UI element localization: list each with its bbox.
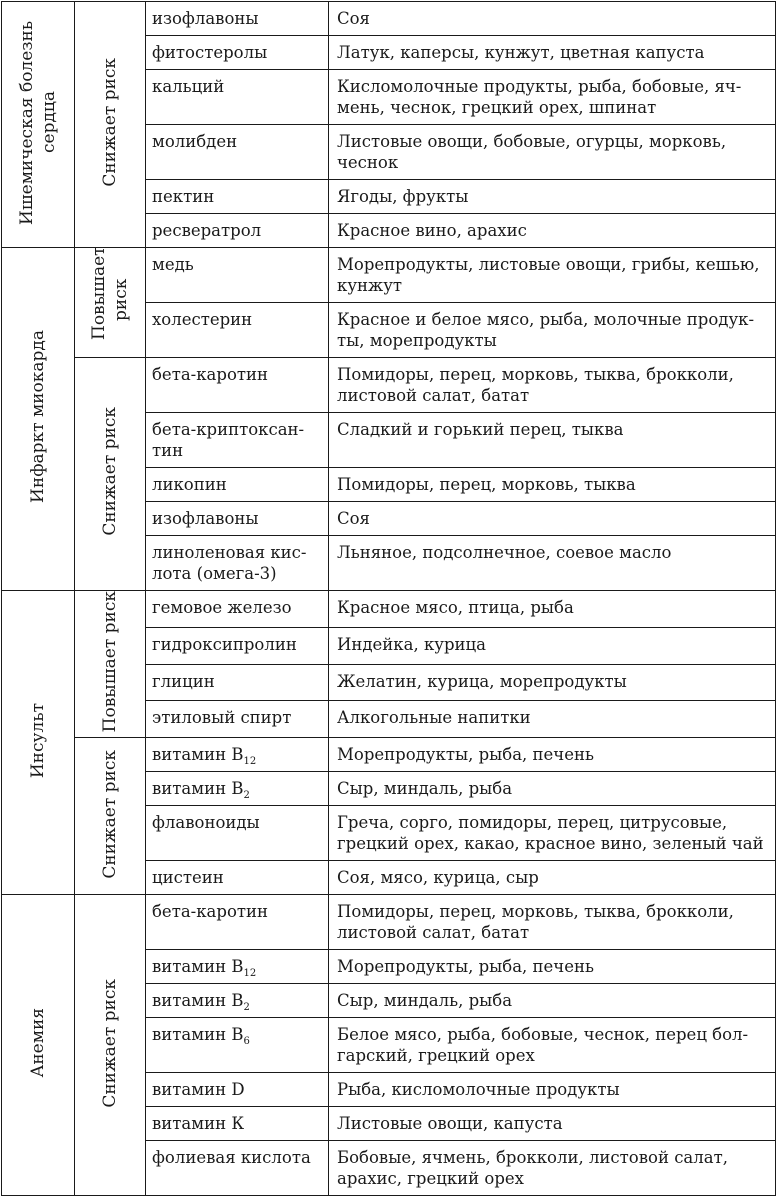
table-row bbox=[2, 738, 776, 772]
food-sources-text: Листовые овощи, бобовые, огурцы, морковь, чеснок bbox=[337, 132, 727, 172]
food-sources-cell bbox=[329, 984, 776, 1018]
substance-cell bbox=[146, 1141, 329, 1196]
food-sources-cell bbox=[329, 950, 776, 984]
food-sources-cell bbox=[329, 502, 776, 536]
effect-label: Повышает риск bbox=[89, 246, 131, 340]
substance-name: изофлавоны bbox=[152, 9, 259, 28]
food-sources-text: Сыр, миндаль, рыба bbox=[337, 779, 513, 799]
substance-cell bbox=[146, 591, 329, 628]
substance-cell bbox=[146, 502, 329, 536]
substance-cell bbox=[146, 701, 329, 738]
food-sources-cell bbox=[329, 180, 776, 214]
table-row bbox=[2, 358, 776, 413]
disease-label: Анемия bbox=[28, 1008, 48, 1078]
table-row bbox=[2, 895, 776, 950]
effect-cell bbox=[75, 248, 146, 358]
food-sources-text: Ягоды, фрукты bbox=[337, 187, 469, 206]
substance-name: витамин B bbox=[152, 1025, 244, 1045]
food-sources-text: Льняное, подсолнечное, соевое масло bbox=[337, 543, 672, 562]
food-sources-text: Сыр, миндаль, рыба bbox=[337, 991, 513, 1011]
food-sources-cell bbox=[329, 125, 776, 180]
substance-cell bbox=[146, 738, 329, 772]
food-sources-text: Рыба, кисломолочные продукты bbox=[337, 1080, 620, 1100]
disease-cell bbox=[2, 591, 75, 895]
substance-name: пектин bbox=[152, 187, 215, 206]
substance-name: витамин B bbox=[152, 991, 244, 1011]
substance-name: витамин B bbox=[152, 957, 244, 977]
food-sources-text: Белое мясо, рыба, бобовые, чеснок, перец бол-гарский, грецкий орех bbox=[337, 1025, 749, 1066]
substance-name: гидроксипролин bbox=[152, 634, 297, 654]
food-sources-text: Листовые овощи, капуста bbox=[337, 1114, 563, 1134]
food-sources-cell bbox=[329, 303, 776, 358]
substance-cell bbox=[146, 536, 329, 591]
substance-name: бета-каротин bbox=[152, 365, 269, 384]
substance-name: кальций bbox=[152, 77, 225, 96]
vitamin-subscript: 2 bbox=[243, 790, 250, 802]
food-sources-text: Помидоры, перец, морковь, тыква, брокколи, листовой салат, батат bbox=[337, 365, 734, 405]
food-sources-cell bbox=[329, 468, 776, 502]
disease-cell bbox=[2, 248, 75, 591]
substance-cell bbox=[146, 468, 329, 502]
table-row bbox=[2, 248, 776, 303]
food-sources-cell bbox=[329, 861, 776, 895]
substance-cell bbox=[146, 772, 329, 806]
food-sources-cell bbox=[329, 1073, 776, 1107]
substance-cell bbox=[146, 895, 329, 950]
substance-cell bbox=[146, 664, 329, 701]
substance-cell bbox=[146, 70, 329, 125]
effect-cell bbox=[75, 738, 146, 895]
food-sources-cell bbox=[329, 806, 776, 861]
substance-name: витамин D bbox=[152, 1080, 245, 1100]
food-sources-text: Соя bbox=[337, 509, 370, 528]
disease-cell bbox=[2, 2, 75, 248]
food-sources-text: Морепродукты, листовые овощи, грибы, кешью, кунжут bbox=[337, 255, 760, 295]
food-sources-cell bbox=[329, 413, 776, 468]
substance-cell bbox=[146, 2, 329, 36]
food-sources-text: Соя bbox=[337, 9, 370, 28]
substance-name: фолиевая кислота bbox=[152, 1148, 311, 1168]
substance-cell bbox=[146, 861, 329, 895]
substance-cell bbox=[146, 1073, 329, 1107]
nutrient-disease-table bbox=[1, 1, 776, 1196]
substance-name: линоленовая кис-лота (омега-3) bbox=[152, 543, 307, 583]
food-sources-text: Бобовые, ячмень, брокколи, листовой салат, арахис, грецкий орех bbox=[337, 1148, 728, 1189]
substance-cell bbox=[146, 125, 329, 180]
food-sources-cell bbox=[329, 2, 776, 36]
effect-cell bbox=[75, 895, 146, 1196]
food-sources-text: Морепродукты, рыба, печень bbox=[337, 745, 594, 765]
food-sources-text: Красное вино, арахис bbox=[337, 221, 527, 240]
effect-cell bbox=[75, 591, 146, 738]
food-sources-text: Сладкий и горький перец, тыква bbox=[337, 420, 624, 439]
food-sources-cell bbox=[329, 536, 776, 591]
food-sources-text: Соя, мясо, курица, сыр bbox=[337, 868, 539, 888]
substance-name: этиловый спирт bbox=[152, 708, 292, 728]
food-sources-cell bbox=[329, 895, 776, 950]
effect-label: Снижает риск bbox=[100, 407, 120, 536]
substance-cell bbox=[146, 1018, 329, 1073]
substance-name: цистеин bbox=[152, 868, 224, 888]
food-sources-text: Помидоры, перец, морковь, тыква, брокколи, листовой салат, батат bbox=[337, 902, 734, 943]
food-sources-cell bbox=[329, 591, 776, 628]
effect-label: Снижает риск bbox=[100, 57, 120, 187]
disease-label: Инсульт bbox=[28, 702, 48, 778]
substance-name: бета-криптоксан-тин bbox=[152, 420, 305, 460]
food-sources-cell bbox=[329, 214, 776, 248]
disease-label: Инфаркт миокарда bbox=[28, 330, 48, 503]
vitamin-subscript: 12 bbox=[243, 968, 257, 980]
effect-label: Снижает риск bbox=[100, 749, 120, 879]
substance-cell bbox=[146, 303, 329, 358]
substance-name: глицин bbox=[152, 671, 215, 691]
substance-cell bbox=[146, 36, 329, 70]
food-sources-cell bbox=[329, 1141, 776, 1196]
food-sources-text: Помидоры, перец, морковь, тыква bbox=[337, 475, 636, 494]
vitamin-subscript: 6 bbox=[243, 1036, 250, 1048]
substance-cell bbox=[146, 214, 329, 248]
table-row bbox=[2, 591, 776, 628]
food-sources-cell bbox=[329, 701, 776, 738]
substance-name: ресвератрол bbox=[152, 221, 262, 240]
substance-cell bbox=[146, 1107, 329, 1141]
vitamin-subscript: 2 bbox=[243, 1002, 250, 1014]
substance-name: холестерин bbox=[152, 310, 253, 329]
food-sources-text: Латук, каперсы, кунжут, цветная капуста bbox=[337, 43, 705, 62]
food-sources-text: Греча, сорго, помидоры, перец, цитрусовые, грецкий орех, какао, красное вино, зеленый чай bbox=[337, 813, 764, 854]
food-sources-cell bbox=[329, 248, 776, 303]
effect-cell bbox=[75, 358, 146, 591]
substance-name: витамин К bbox=[152, 1114, 245, 1134]
table-row bbox=[2, 2, 776, 36]
food-sources-cell bbox=[329, 738, 776, 772]
food-sources-text: Алкогольные напитки bbox=[337, 708, 531, 728]
substance-cell bbox=[146, 984, 329, 1018]
food-sources-cell bbox=[329, 627, 776, 664]
substance-name: витамин B bbox=[152, 745, 244, 765]
food-sources-cell bbox=[329, 1018, 776, 1073]
substance-cell bbox=[146, 627, 329, 664]
food-sources-cell bbox=[329, 1107, 776, 1141]
substance-name: молибден bbox=[152, 132, 238, 151]
substance-name: фитостеролы bbox=[152, 43, 268, 62]
food-sources-text: Желатин, курица, морепродукты bbox=[337, 671, 627, 691]
food-sources-text: Кисломолочные продукты, рыба, бобовые, яч-мень, чеснок, грецкий орех, шпинат bbox=[337, 77, 742, 117]
food-sources-cell bbox=[329, 70, 776, 125]
disease-label: Ишемическая болезнь сердца bbox=[17, 19, 59, 225]
food-sources-text: Морепродукты, рыба, печень bbox=[337, 957, 594, 977]
substance-name: бета-каротин bbox=[152, 902, 269, 922]
substance-name: флавоноиды bbox=[152, 813, 260, 833]
vitamin-subscript: 12 bbox=[243, 756, 257, 768]
effect-label: Снижает риск bbox=[100, 978, 120, 1108]
disease-cell bbox=[2, 895, 75, 1196]
food-sources-cell bbox=[329, 772, 776, 806]
food-sources-cell bbox=[329, 358, 776, 413]
substance-cell bbox=[146, 806, 329, 861]
substance-cell bbox=[146, 413, 329, 468]
substance-cell bbox=[146, 950, 329, 984]
substance-name: гемовое железо bbox=[152, 598, 292, 617]
substance-name: ликопин bbox=[152, 475, 227, 494]
food-sources-cell bbox=[329, 36, 776, 70]
food-sources-text: Красное и белое мясо, рыба, молочные продук-ты, морепродукты bbox=[337, 310, 755, 350]
substance-cell bbox=[146, 358, 329, 413]
substance-name: медь bbox=[152, 255, 194, 274]
food-sources-text: Красное мясо, птица, рыба bbox=[337, 598, 574, 617]
effect-label: Повышает риск bbox=[100, 591, 120, 733]
substance-name: изофлавоны bbox=[152, 509, 259, 528]
substance-name: витамин B bbox=[152, 779, 244, 799]
effect-cell bbox=[75, 2, 146, 248]
food-sources-text: Индейка, курица bbox=[337, 634, 486, 654]
food-sources-cell bbox=[329, 664, 776, 701]
substance-cell bbox=[146, 180, 329, 214]
substance-cell bbox=[146, 248, 329, 303]
